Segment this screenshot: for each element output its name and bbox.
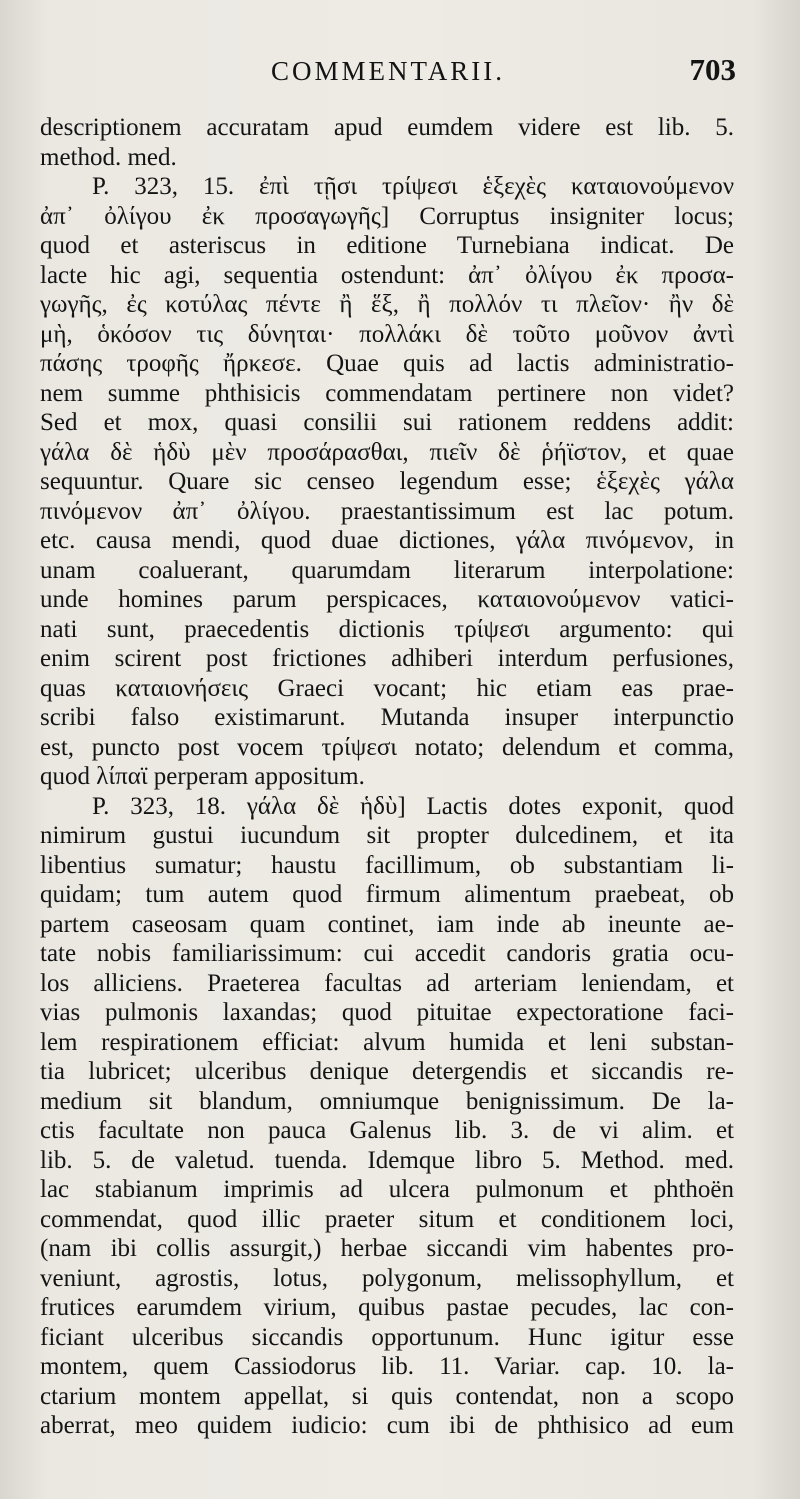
- text-line: quod et asteriscus in editione Turnebiana indicat. De: [40, 232, 734, 259]
- text-line: aberrat, meo quidem iudicio: cum ibi de phthisico ad eum: [40, 1412, 734, 1439]
- text-line: est, puncto post vocem τρίψεσι notato; delendum et comma,: [40, 733, 734, 761]
- text-line: veniunt, agrostis, lotus, polygonum, melissophyllum, et: [40, 1264, 734, 1292]
- text-line: (nam ibi collis assurgit,) herbae siccandi vim habentes pro-: [40, 1235, 734, 1262]
- text-line: scribi falso existimarunt. Mutanda insuper interpunctio: [40, 704, 734, 731]
- text-line: γάλα δὲ ἡδὺ μὲν προσάρασθαι, πιεῖν δὲ ῥήϊστον, et quae: [40, 438, 734, 466]
- page-header: [40, 52, 736, 92]
- text-line: quas καταιονήσεις Graeci vocant; hic etiam eas prae-: [40, 674, 734, 702]
- text-line: ἀπ᾽ ὀλίγου ἐκ προσαγωγῆς] Corruptus insigniter locus;: [40, 202, 734, 230]
- text-line: quidam; tum autem quod firmum alimentum praebeat, ob: [40, 881, 734, 908]
- commentary-text: [40, 113, 734, 1441]
- text-line: vias pulmonis laxandas; quod pituitae expectoratione faci-: [40, 999, 734, 1026]
- text-line: ctarium montem appellat, si quis contendat, non a scopo: [40, 1382, 734, 1410]
- text-line: frutices earumdem virium, quibus pastae pecudes, lac con-: [40, 1294, 734, 1321]
- text-line: montem, quem Cassiodorus lib. 11. Variar. cap. 10. la-: [40, 1353, 734, 1380]
- text-line: quod λίπαϊ perperam appositum.: [40, 763, 365, 790]
- text-line: partem caseosam quam continet, iam inde ab ineunte ae-: [40, 910, 734, 938]
- text-line: μὴ, ὁκόσον τις δύνηται· πολλάκι δὲ τοῦτο μοῦνον ἀντὶ: [40, 320, 734, 348]
- text-line: libentius sumatur; haustu facillimum, ob substantiam li-: [40, 851, 734, 879]
- running-head: COMMENTARII.: [270, 56, 506, 86]
- text-line: medium sit blandum, omniumque benignissimum. De la-: [40, 1087, 734, 1115]
- text-line: ctis facultate non pauca Galenus lib. 3. de vi alim. et: [40, 1117, 734, 1144]
- text-line: sequuntur. Quare sic censeo legendum esse; ἑξεχὲς γάλα: [40, 468, 734, 495]
- text-line: nati sunt, praecedentis dictionis τρίψεσι argumento: qui: [40, 615, 734, 643]
- text-line: πάσης τροφῆς ἤρκεσε. Quae quis ad lactis administratio-: [40, 350, 734, 377]
- text-line: P. 323, 18. γάλα δὲ ἡδὺ] Lactis dotes exponit, quod: [92, 792, 734, 820]
- text-line: tia lubricet; ulceribus denique detergendis et siccandis re-: [40, 1058, 734, 1085]
- text-line: nimirum gustui iucundum sit propter dulcedinem, et ita: [40, 822, 734, 849]
- text-line: lac stabianum imprimis ad ulcera pulmonum et phthoën: [40, 1176, 734, 1203]
- text-line: tate nobis familiarissimum: cui accedit candoris gratia ocu-: [40, 940, 734, 967]
- text-line: πινόμενον ἀπ᾽ ὀλίγου. praestantissimum est lac potum.: [40, 497, 734, 525]
- text-line: los alliciens. Praeterea facultas ad arteriam leniendam, et: [40, 969, 734, 997]
- text-line: lem respirationem efficiat: alvum humida et leni substan-: [40, 1028, 734, 1056]
- text-line: nem summe phthisicis commendatam pertinere non videt?: [40, 379, 734, 407]
- text-line: descriptionem accuratam apud eumdem videre est lib. 5.: [40, 114, 734, 141]
- text-line: enim scirent post frictiones adhiberi interdum perfusiones,: [40, 645, 734, 672]
- text-line: etc. causa mendi, quod duae dictiones, γάλα πινόμενον, in: [40, 527, 734, 554]
- text-line: lacte hic agi, sequentia ostendunt: ἀπ᾽ ὀλίγου ἐκ προσα-: [40, 261, 734, 289]
- text-line: γωγῆς, ἐς κοτύλας πέντε ἢ ἕξ, ἢ πολλόν τι πλεῖον· ἢν δὲ: [40, 291, 734, 318]
- text-line: ficiant ulceribus siccandis opportunum. Hunc igitur esse: [40, 1323, 734, 1351]
- text-line: unde homines parum perspicaces, καταιονούμενον vatici-: [40, 586, 734, 613]
- text-line: lib. 5. de valetud. tuenda. Idemque libro 5. Method. med.: [40, 1146, 734, 1174]
- text-line: Sed et mox, quasi consilii sui rationem reddens addit:: [40, 409, 734, 436]
- text-line: commendat, quod illic praeter situm et conditionem loci,: [40, 1205, 734, 1233]
- text-line: method. med.: [40, 143, 177, 171]
- text-line: unam coaluerant, quarumdam literarum interpolatione:: [40, 556, 734, 584]
- page-number: 703: [689, 52, 736, 87]
- text-line: P. 323, 15. ἐπὶ τῇσι τρίψεσι ἑξεχὲς καταιονούμενον: [92, 173, 734, 200]
